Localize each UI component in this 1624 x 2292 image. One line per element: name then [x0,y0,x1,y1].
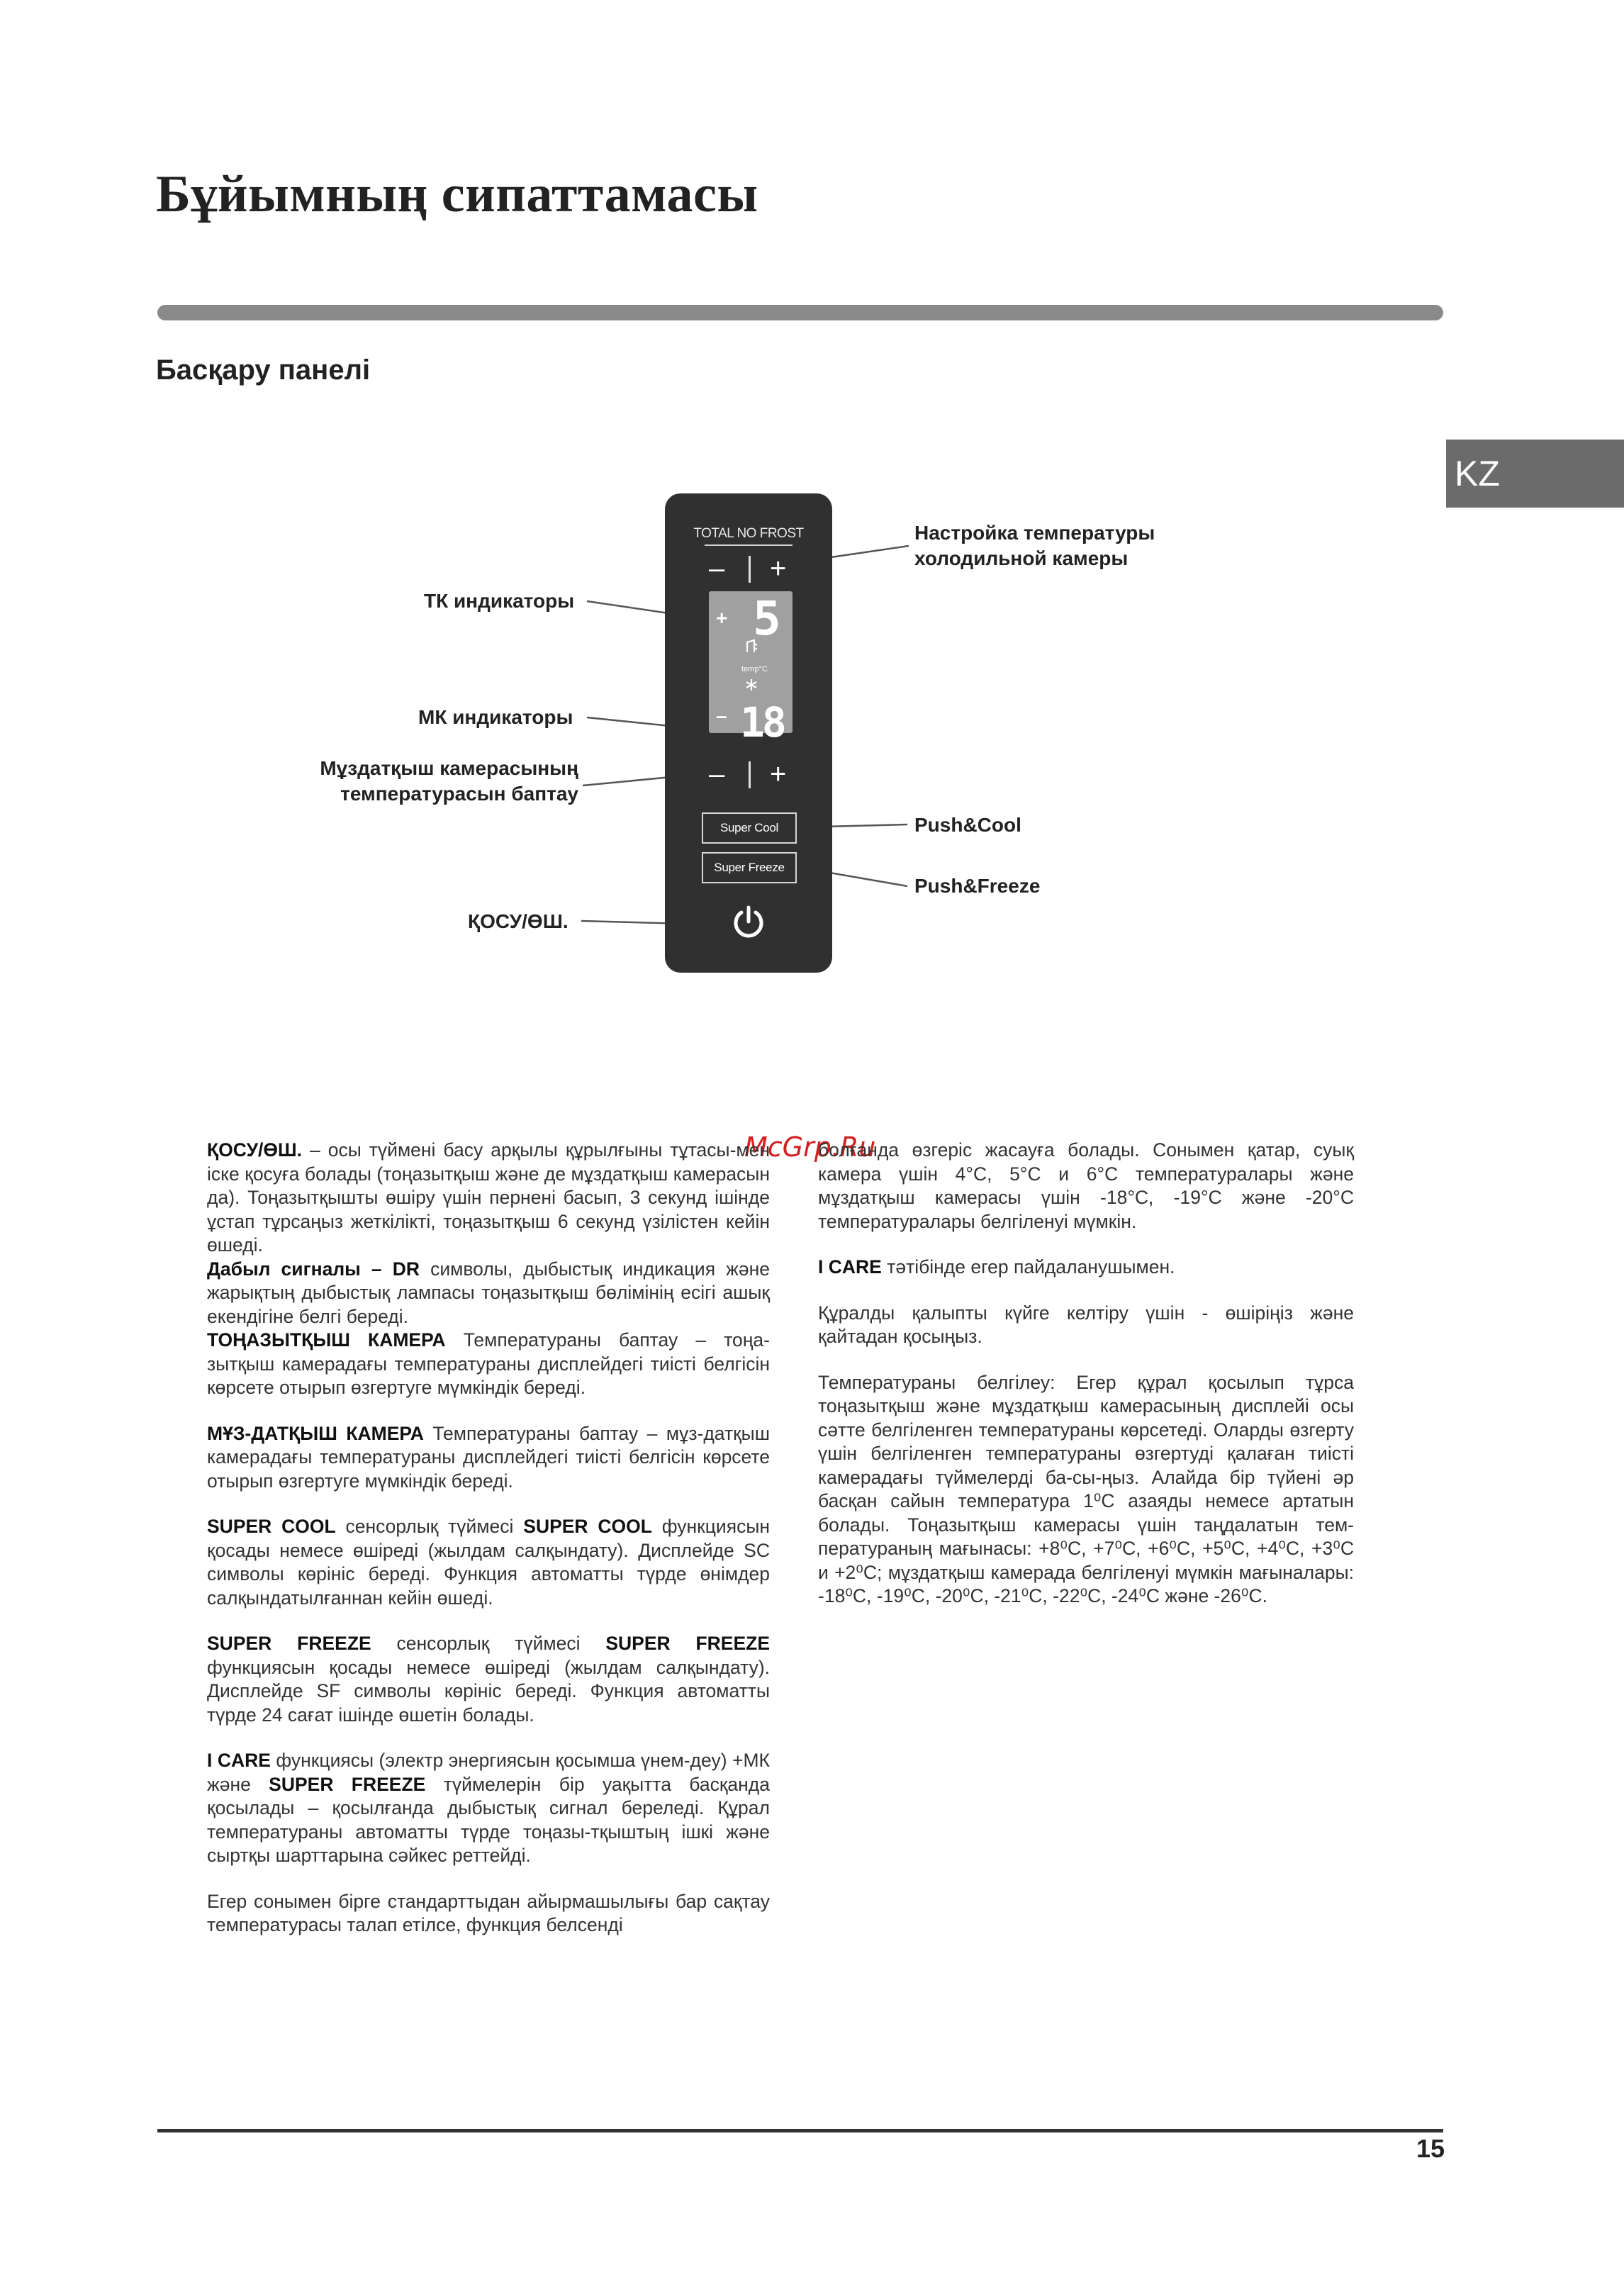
power-icon[interactable] [730,903,767,940]
freezer-minus-button[interactable]: – [709,759,725,790]
door-alarm-icon [744,638,760,659]
callout-line: Настройка температуры [914,522,1155,544]
panel-brand: TOTAL NO FROST [693,526,804,541]
paragraph: болғанда өзгеріс жасауға болады. Сонымен қатар, суық камера үшін 4°C, 5°C и 6°C температуралары және мұздатқыш камерасы үшін -18°C, -19°C және -20°C температуралары белгіленуі мүмкін. [818,1139,1354,1232]
fridge-controls-separator [749,556,751,583]
fridge-sign: + [716,607,728,629]
mode-label: temp°C [741,665,768,673]
paragraph: Егер сонымен бірге стандарттыдан айырмашылығы бар сақтау температурасы талап етілсе, функция белсенді [207,1890,770,1935]
control-panel [665,493,832,973]
paragraph: SUPER FREEZE сенсорлық түймесі SUPER FREEZE функциясын қосады немесе өшіреді (жылдам салқындату). Дисплейде SF символы көрініс береді. Функция автоматты түрде 24 сағат ішінде өшетін болады. [207,1633,771,1726]
paragraph: I CARE функциясы (электр энергиясын қосымша үнем-деу) +МК және SUPER FREEZE түймелерін бір уақытта басқанда қосылады – қосылғанда дыбыстық сигнал береледі. Құрал температураны автоматты түрде тоңазы-тқыштың ішкі және сыртқы шарттарына сәйкес реттейді. [207,1750,770,1866]
super-cool-button[interactable]: Super Cool [702,812,797,844]
callout-line: температурасын баптау [340,783,578,805]
fridge-minus-button[interactable]: – [709,553,725,584]
brand-underline [705,544,793,546]
fridge-temp-readout: 5 [753,591,781,646]
fridge-plus-button[interactable]: + [770,553,787,584]
paragraph: ТОҢАЗЫТҚЫШ КАМЕРА Температураны баптау – тоңа-зытқыш камерадағы температураны дисплейдегі тиісті белгісін көрсете отырып өзгертуге мүмкіндік береді. [207,1329,770,1398]
right-text-column [818,1139,1354,1609]
left-text-column [207,1139,770,1938]
callout-push-cool: Push&Cool [914,814,1021,836]
callout-mk-indicators: МК индикаторы [418,706,573,728]
language-tab: KZ [1446,440,1624,508]
paragraph: Температураны белгілеу: Егер құрал қосылып тұрса тоңазытқыш және мұздатқыш камерасының дисплейі осы сәтте белгіленген температураны көрсетеді. Оларды өзгерту үшін белгіленген температураны өзгертуді қалаған тиісті камерадағы түймелерді ба-сы-ңыз. Алайда бір түйені әр басқан сайын температура 1⁰C азаяды немесе артатын болады. Тоңазытқыш камерасы үшін таңдалатын тем-ператураның мағынасы: +8⁰C, +7⁰C, +6⁰C, +5⁰C, +4⁰C, +3⁰C и +2⁰C; мұздатқыш камерада белгіленуі мүмкін мағыналары: -18⁰C, -19⁰C, -20⁰C, -21⁰C, -22⁰C, -24⁰C және -26⁰C. [818,1371,1354,1606]
section-heading: Басқару панелі [156,354,371,386]
page-title: Бұйымның сипаттамасы [156,165,758,223]
freezer-temp-controls [665,760,832,791]
callout-line: холодильной камеры [914,547,1129,569]
paragraph: SUPER COOL сенсорлық түймесі SUPER COOL функциясын қосады немесе өшіреді (жылдам салқындату). Дисплейде SC символы көрініс береді. Функция автоматты түрде өнімдер салқындатылғаннан кейін өшеді. [207,1516,771,1609]
callout-tk-indicators: ТК индикаторы [424,590,575,612]
footer-divider [157,2129,1443,2132]
freezer-controls-separator [749,761,751,788]
page-number: 15 [1416,2134,1445,2163]
paragraph: I CARE тәтібінде егер пайдаланушымен. [818,1256,1175,1278]
snowflake-icon [744,678,758,696]
callout-fridge-temp-setting [914,520,1155,571]
paragraph: ҚОСУ/ӨШ. – осы түймені басу арқылы құрылғыны тұтасы-мен іске қосуға болады (тоңазытқыш және де мұздатқыш камерасын да). Тоңазытқышты өшіру үшін пернені басып, 3 секунд ішінде ұстап тұрсаңыз жеткілікті, тоңазытқыш 6 секунд үзілістен кейін өшеді. [207,1139,770,1256]
paragraph: Құралды қалыпты күйге келтіру үшін - өшіріңіз және қайтадан қосыңыз. [818,1302,1354,1347]
freezer-plus-button[interactable]: + [770,759,787,790]
fridge-temp-controls [665,554,832,586]
callout-line: Мұздатқыш камерасының [320,757,578,779]
lcd-display [709,591,793,747]
watermark: McGrp.Ru [744,1131,876,1163]
freezer-sign: – [716,705,727,727]
super-freeze-button[interactable]: Super Freeze [702,852,797,883]
paragraph: МҰЗ-ДАТҚЫШ КАМЕРА Температураны баптау – мұз-датқыш камерадағы температураны дисплейдегі тиісті белгісін көрсете отырып өзгертуге мүмкіндік береді. [207,1422,770,1492]
callout-push-freeze: Push&Freeze [914,875,1041,897]
paragraph: Дабыл сигналы – DR символы, дыбыстық индикация және жарықтың дыбыстық лампасы тоңазытқыш бөлімінің есігі ашық екендігіне белгі береді. [207,1258,771,1327]
freezer-temp-readout: 18 [740,698,784,747]
callout-freezer-temp-setting [305,756,578,807]
callout-power: ҚОСУ/ӨШ. [468,910,569,932]
